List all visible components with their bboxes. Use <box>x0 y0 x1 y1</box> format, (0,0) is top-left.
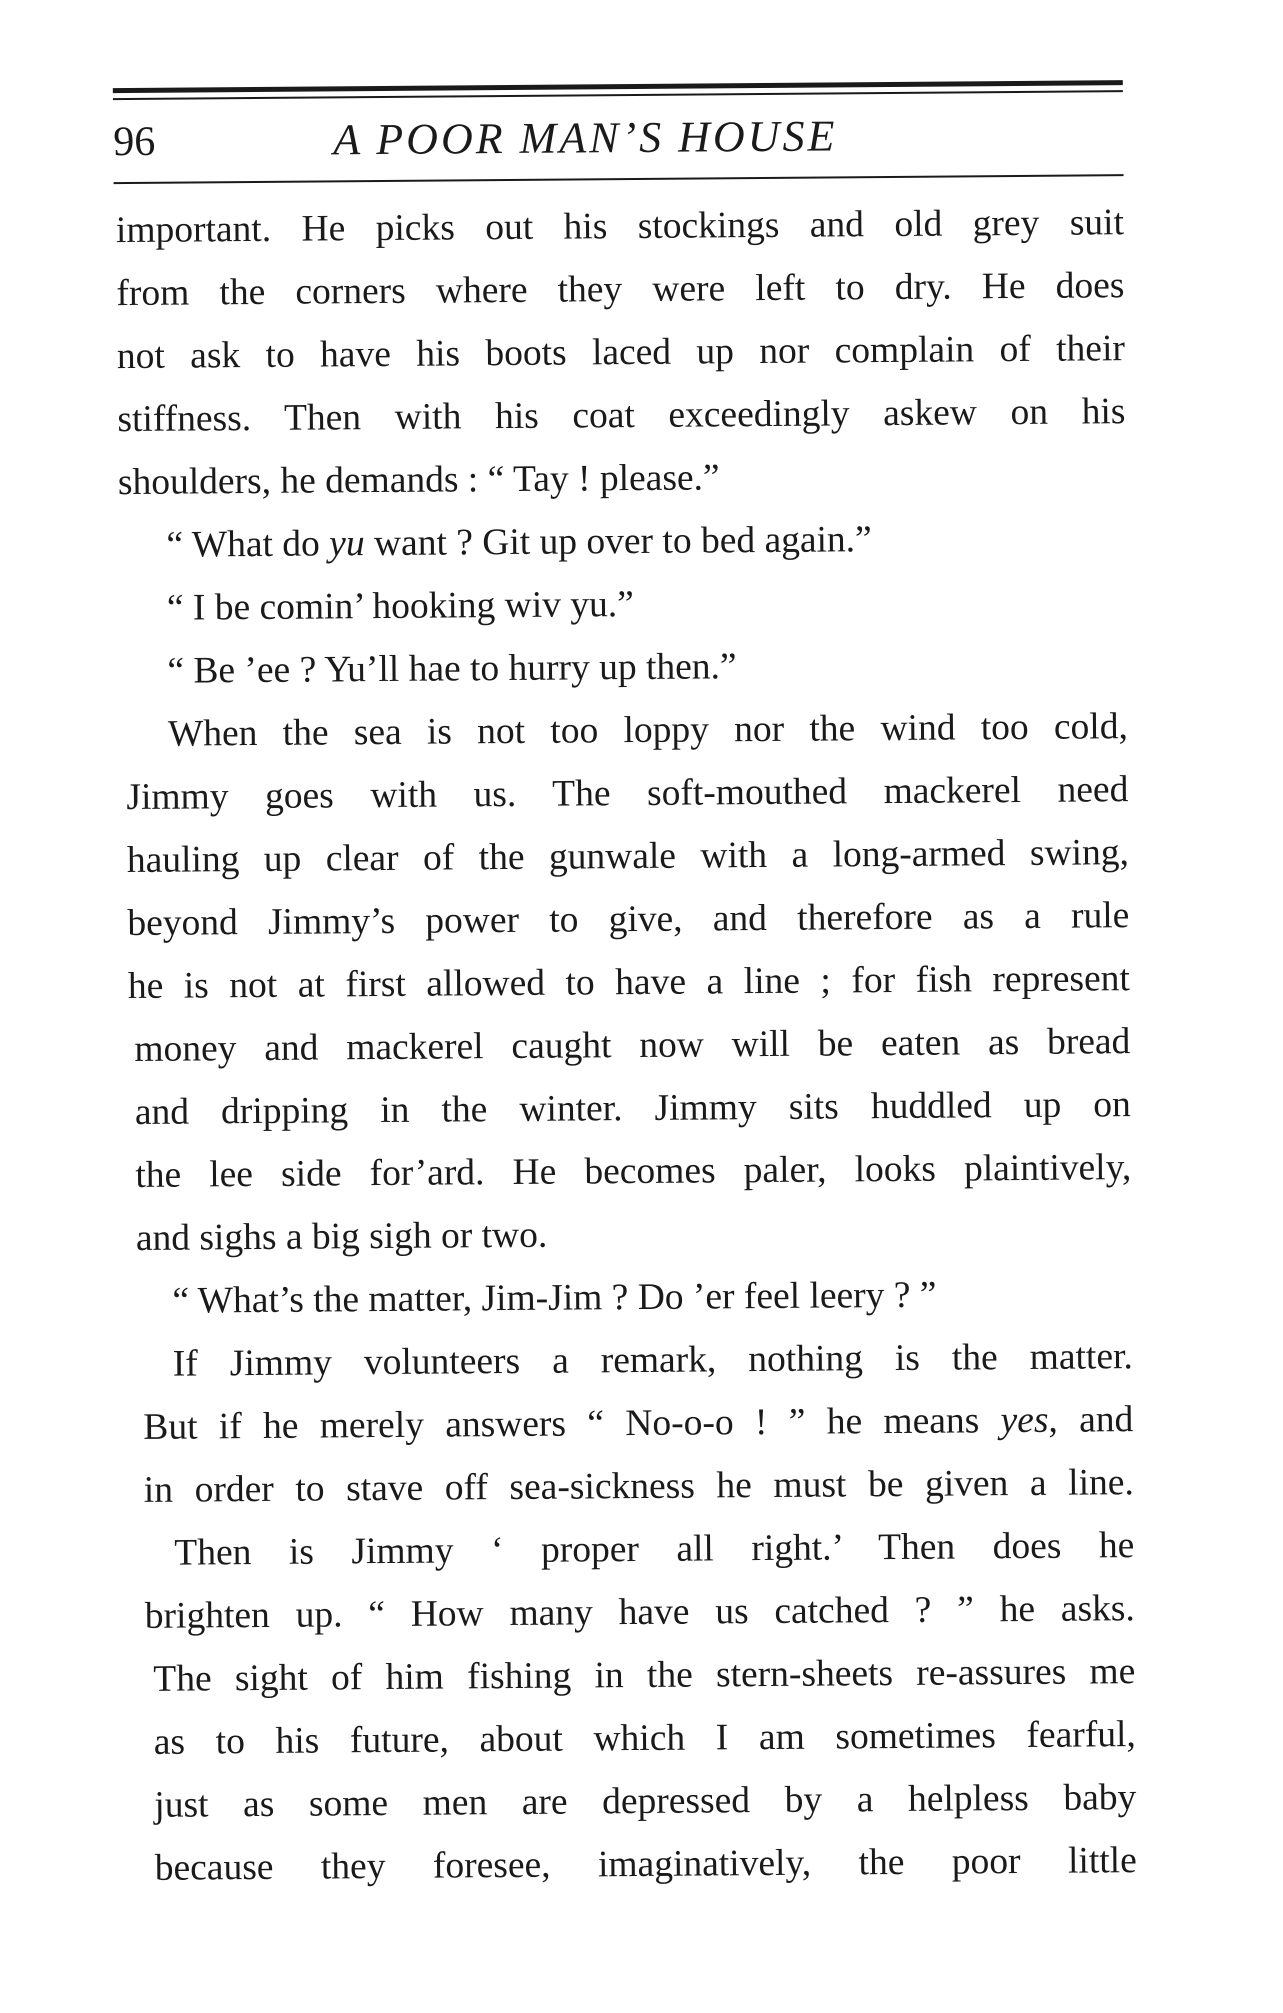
text-line: from the corners where they were left to dry. He does <box>116 265 1125 315</box>
text-line: in order to stave off sea-sickness he must be given a line. <box>143 1462 1134 1511</box>
text-line: “ What do yu want ? Git up over to bed again.” <box>166 519 872 566</box>
header-underline <box>114 174 1124 184</box>
text-line: shoulders, he demands : “ Tay ! please.” <box>117 457 720 504</box>
text-line: If Jimmy volunteers a remark, nothing is the matter. <box>172 1336 1133 1385</box>
text-line: But if he merely answers “ No-o-o ! ” he means yes, and <box>143 1399 1134 1448</box>
body-text <box>116 191 1137 1900</box>
text-line: hauling up clear of the gunwale with a long-armed swing, <box>126 832 1130 882</box>
page-header <box>113 104 1123 172</box>
text-line: because they foresee, imaginatively, the poor little <box>154 1840 1137 1889</box>
text-line: not ask to have his boots laced up nor complain of their <box>116 328 1126 378</box>
text-line: he is not at first allowed to have a line ; for fish represent <box>127 958 1131 1008</box>
text-line: brighten up. “ How many have us catched ? ” he asks. <box>144 1588 1135 1637</box>
text-line: Then is Jimmy ‘ proper all right.’ Then does he <box>174 1525 1135 1574</box>
text-line: just as some men are depressed by a helpless baby <box>154 1777 1137 1826</box>
text-line: the lee side for’ard. He becomes paler, looks plaintively, <box>135 1147 1132 1196</box>
text-line: money and mackerel caught now will be eaten as bread <box>134 1021 1131 1070</box>
text-line: as to his future, about which I am sometimes fearful, <box>153 1714 1136 1763</box>
text-line: and dripping in the winter. Jimmy sits huddled up on <box>134 1084 1131 1133</box>
text-line: “ What’s the matter, Jim-Jim ? Do ’er feel leery ? ” <box>172 1274 937 1322</box>
text-line: Jimmy goes with us. The soft-mouthed mackerel need <box>126 769 1129 819</box>
text-line: “ Be ’ee ? Yu’ll hae to hurry up then.” <box>167 646 737 692</box>
text-line: When the sea is not too loppy nor the wind too cold, <box>167 706 1129 755</box>
text-line: The sight of him fishing in the stern-sheets re-assures me <box>153 1651 1136 1700</box>
text-line: important. He picks out his stockings and old grey suit <box>115 202 1125 252</box>
text-line: “ I be comin’ hooking wiv yu.” <box>166 584 634 629</box>
text-line: beyond Jimmy’s power to give, and therefore as a rule <box>127 895 1130 945</box>
text-line: and sighs a big sigh or two. <box>135 1214 548 1259</box>
page-number: 96 <box>113 118 156 166</box>
text-line: stiffness. Then with his coat exceedingly askew on his <box>117 391 1126 441</box>
running-head: A POOR MAN’S HOUSE <box>333 111 838 165</box>
